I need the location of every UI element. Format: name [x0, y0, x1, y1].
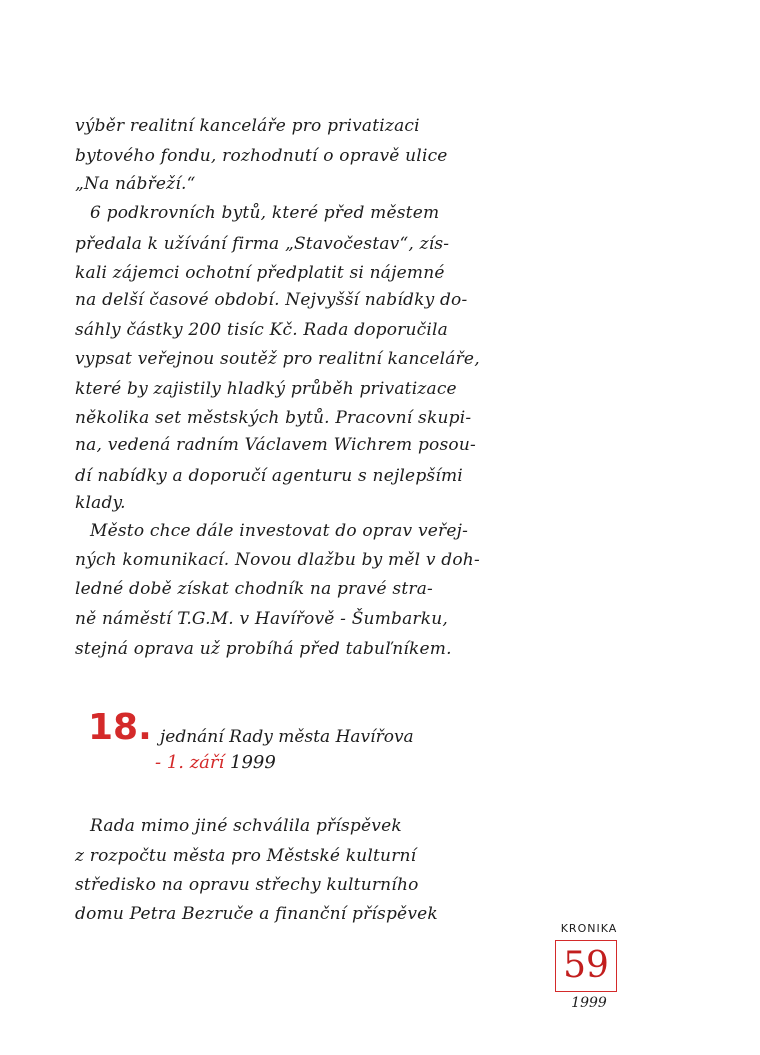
text-line: domu Petra Bezruče a finanční příspěvek — [75, 904, 438, 924]
page-number: 59 — [555, 940, 617, 992]
chronicle-label: KRONIKA — [560, 922, 618, 935]
text-line: z rozpočtu města pro Městské kulturní — [75, 846, 417, 866]
text-line: Město chce dále investovat do oprav veřej- — [90, 521, 469, 541]
text-line: sáhly částky 200 tisíc Kč. Rada doporučila — [75, 320, 448, 340]
text-line: předala k užívání firma „Stavočestav“, zís- — [75, 234, 450, 254]
meeting-date-day: - 1. září — [155, 752, 225, 773]
meeting-date-year: 1999 — [230, 752, 276, 773]
meeting-date — [155, 752, 276, 773]
text-line: ně náměstí T.G.M. v Havířově - Šumbarku, — [75, 609, 449, 629]
text-line: na, vedená radním Václavem Wichrem posou- — [75, 435, 476, 455]
text-line: stejná oprava už probíhá před tabuľníkem. — [75, 639, 452, 659]
text-line: „Na nábřeží.“ — [75, 174, 196, 194]
text-line: klady. — [75, 493, 126, 513]
text-line: na delší časové období. Nejvyšší nabídky do- — [75, 290, 468, 310]
text-line: Rada mimo jiné schválila příspěvek — [90, 816, 402, 836]
chronicle-year: 1999 — [571, 995, 607, 1011]
text-line: ledné době získat chodník na pravé stra- — [75, 579, 433, 599]
text-line: několika set městských bytů. Pracovní skupi- — [75, 408, 472, 428]
meeting-title: jednání Rady města Havířova — [160, 727, 414, 747]
text-line: bytového fondu, rozhodnutí o opravě ulice — [75, 146, 448, 166]
text-line: vypsat veřejnou soutěž pro realitní kanceláře, — [75, 349, 480, 369]
text-line: ných komunikací. Novou dlažbu by měl v doh- — [75, 550, 480, 570]
text-line: výběr realitní kanceláře pro privatizaci — [75, 116, 420, 136]
text-line: 6 podkrovních bytů, které před městem — [90, 203, 440, 223]
text-line: dí nabídky a doporučí agenturu s nejlepšími — [75, 466, 463, 486]
text-line: kali zájemci ochotní předplatit si nájemné — [75, 263, 445, 283]
text-line: středisko na opravu střechy kulturního — [75, 875, 419, 895]
text-line: které by zajistily hladký průběh privatizace — [75, 379, 457, 399]
meeting-number: 18. — [88, 707, 152, 748]
